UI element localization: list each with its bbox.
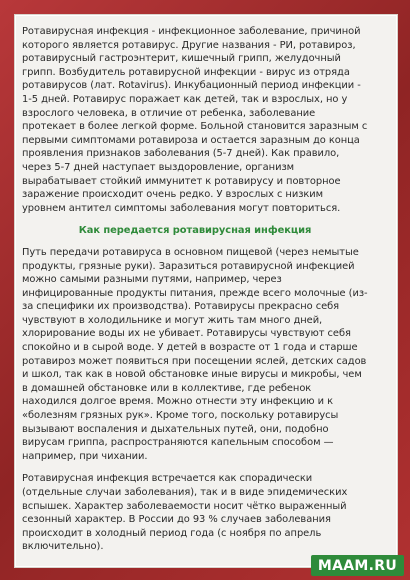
paragraph-epidemiology: Ротавирусная инфекция встречается как спорадически (отдельные случаи заболевания), так и в виде эпидемических вспышек. Характер заболеваемости носит чётко выраженный сезонный характер. В России до 93 % случаев заболевания происходит в холодный период года (с ноября по апрель включительно). xyxy=(22,473,348,553)
paragraph-transmission: Путь передачи ротавируса в основном пищевой (через немытые продукты, грязные руки). Заразиться ротавирусной инфекцией можно самыми разными путями, например, через инфицированные продукты питания, прежде всего молочные (из-за специфики их производства). Ротавирусы прекрасно себя чувствуют в холодильнике и могут жить там много дней, хлорирование воды их не убивает. Ротавирусы чувствуют себя спокойно и в сырой воде. У детей в возрасте от 1 года и старше ротавироз может появиться при посещении яслей, детских садов и школ, так как в новой обстановке иные вирусы и микробы, чем в домашней обстановке или в коллективе, где ребенок находился долгое время. Можно отнести эту инфекцию и к «болезням грязных рук». Кроме того, поскольку ротавирусы вызывают воспаления и дыхательных путей, они, подобно вирусам гриппа, распространяются капельным способом — например, при чихании. xyxy=(22,246,368,462)
site-watermark-logo: MAAM.RU xyxy=(311,555,404,576)
article-body xyxy=(22,25,368,563)
section-heading: Как передается ротавирусная инфекция xyxy=(78,225,312,237)
paragraph-intro: Ротавирусная инфекция - инфекционное заболевание, причиной которого является ротавирус. Другие названия - РИ, ротавироз, ротавирусный гастроэнтерит, кишечный грипп, желудочный грипп. Возбудитель ротавирусной инфекции - вирус из отряда ротавирусов (лат. Rotavirus). Инкубационный период инфекции - 1-5 дней. Ротавирус поражает как детей, так и взрослых, но у взрослого человека, в отличие от ребенка, заболевание протекает в более легкой форме. Больной становится заразным с первыми симптомами ротавироза и остается заразным до конца проявления признаков заболевания (5-7 дней). Как правило, через 5-7 дней наступает выздоровление, организм вырабатывает стойкий иммунитет к ротавирусу и повторное заражение происходит очень редко. У взрослых с низким уровнем антител симптомы заболевания могут повториться. xyxy=(22,26,368,214)
